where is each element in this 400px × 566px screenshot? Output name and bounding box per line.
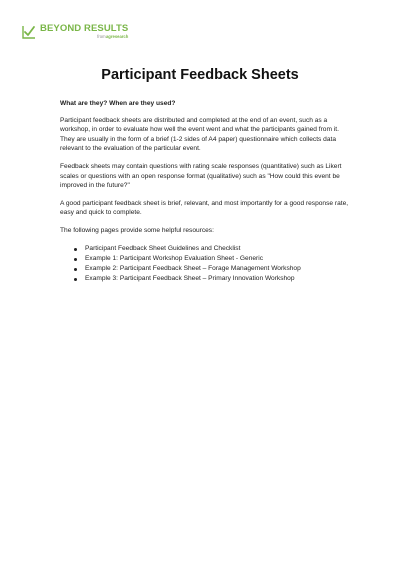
document-body bbox=[60, 99, 350, 284]
list-item-text: Example 1: Participant Workshop Evaluation Sheet - Generic bbox=[85, 254, 263, 262]
list-item-text: Participant Feedback Sheet Guidelines and Checklist bbox=[85, 244, 241, 252]
logo-tagline bbox=[97, 34, 128, 39]
beyond-results-logo bbox=[22, 24, 128, 39]
paragraph-intro: Participant feedback sheets are distributed and completed at the end of an event, such as a workshop, in order to evaluate how well the event went and what the participants gained from it. They are usually in the form of a brief (1-2 sides of A4 paper) questionnaire which collects data relevant to the evaluation of the particular event. bbox=[60, 116, 339, 153]
logo-name: BEYOND RESULTS bbox=[40, 23, 129, 34]
bullet-icon bbox=[74, 258, 77, 261]
page-title: Participant Feedback Sheets bbox=[101, 67, 299, 83]
paragraph-question-types: Feedback sheets may contain questions with rating scale responses (quantitative) such as Likert scales or questions with an open response format (qualitative) such as "How could this event be improved in the future?" bbox=[60, 162, 342, 190]
logo-check-icon bbox=[22, 25, 36, 39]
list-item bbox=[60, 274, 350, 284]
list-item bbox=[60, 264, 350, 274]
paragraph-good-sheet: A good participant feedback sheet is brief, relevant, and most importantly for a good response rate, easy and quick to complete. bbox=[60, 199, 349, 217]
bullet-icon bbox=[74, 268, 77, 271]
section-heading: What are they? When are they used? bbox=[60, 100, 176, 107]
list-item-text: Example 3: Participant Feedback Sheet – Primary Innovation Workshop bbox=[85, 274, 295, 282]
list-item bbox=[60, 244, 350, 254]
list-item-text: Example 2: Participant Feedback Sheet – Forage Management Workshop bbox=[85, 264, 301, 272]
paragraph-resources-intro: The following pages provide some helpful resources: bbox=[60, 226, 214, 234]
logo-text bbox=[40, 24, 128, 39]
logo-tagline-accent: agresearch bbox=[105, 34, 129, 39]
resources-list bbox=[60, 244, 350, 284]
list-item bbox=[60, 254, 350, 264]
logo-tagline-prefix: from bbox=[97, 34, 106, 39]
bullet-icon bbox=[74, 278, 77, 281]
bullet-icon bbox=[74, 248, 77, 251]
